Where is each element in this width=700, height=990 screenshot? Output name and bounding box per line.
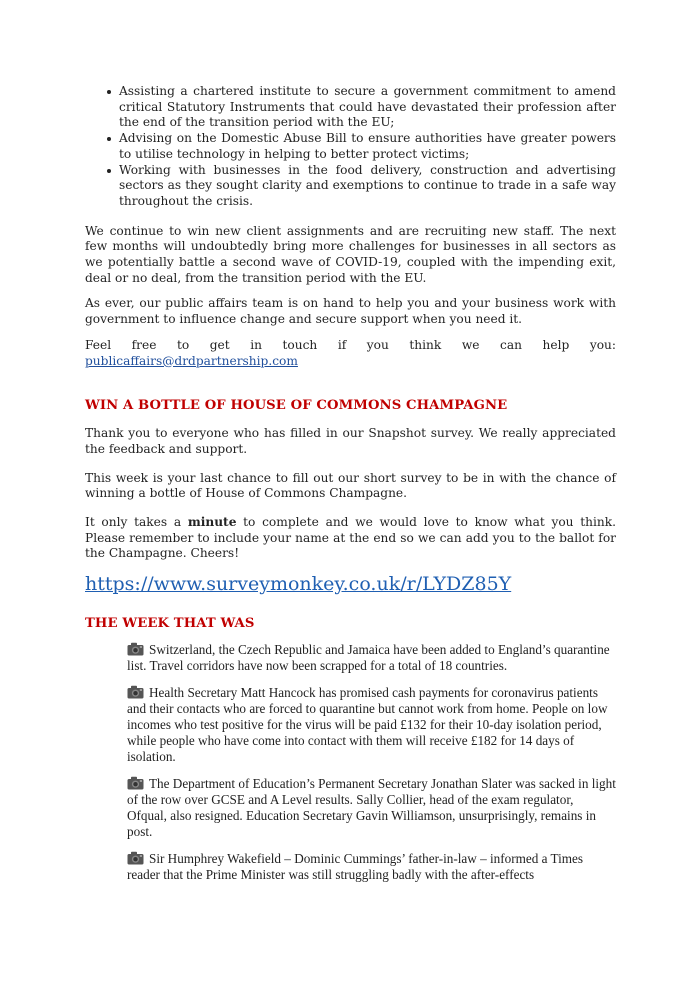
paragraph-team: As ever, our public affairs team is on hand to help you and your business work with government to influence change and secure support when you need it. (85, 296, 616, 327)
list-item (127, 685, 616, 765)
champagne-heading: WIN A BOTTLE OF HOUSE OF COMMONS CHAMPAGNE (85, 398, 508, 414)
camera-icon (127, 776, 144, 790)
camera-icon (127, 642, 144, 656)
list-item (127, 776, 616, 840)
news-text: Switzerland, the Czech Republic and Jamaica have been added to England’s quarantine list. Travel corridors have now been scrapped for a total of 18 countries. (127, 642, 610, 674)
list-item (85, 84, 616, 131)
bullet-dot (107, 169, 111, 173)
text-span: to complete and we would love to know what you think. Please remember to include your name at the end so we can add you to the ballot for the Champagne. Cheers! (85, 515, 616, 561)
list-item-text: Advising on the Domestic Abuse Bill to ensure authorities have greater powers to utilise technology in helping to better protect victims; (119, 131, 616, 161)
contact-text: Feel free to get in touch if you think we can help you: (85, 337, 616, 352)
list-item (85, 163, 616, 210)
paragraph-last-chance: This week is your last chance to fill out our short survey to be in with the chance of winning a bottle of House of Commons Champagne. (85, 470, 616, 501)
survey-link[interactable]: https://www.surveymonkey.co.uk/r/LYDZ85Y (85, 573, 512, 596)
camera-icon (127, 851, 144, 865)
bullet-dot (107, 90, 111, 94)
list-item (127, 851, 616, 883)
paragraph-thanks: Thank you to everyone who has filled in our Snapshot survey. We really appreciated the feedback and support. (85, 426, 616, 456)
list-item-text: Working with businesses in the food delivery, construction and advertising sectors as they sought clarity and exemptions to continue to trade in a safe way throughout the crisis. (119, 162, 616, 208)
document-page (85, 84, 616, 894)
news-text: Health Secretary Matt Hancock has promised cash payments for coronavirus patients and their contacts who are forced to quarantine but cannot work from home. People on low incomes who test positive for the virus will be paid £132 for their 10-day isolation period, while people who have come into contact with them will receive £182 for 14 days of isolation. (127, 685, 608, 765)
list-item (85, 131, 616, 162)
camera-icon (127, 685, 144, 699)
survey-link-row (85, 572, 616, 596)
achievements-list (85, 84, 616, 210)
news-list (127, 642, 616, 883)
email-link[interactable]: publicaffairs@drdpartnership.com (85, 353, 298, 368)
paragraph-clients: We continue to win new client assignments and are recruiting new staff. The next few months will undoubtedly bring more challenges for businesses in all sectors as we potentially battle a second wave of COVID-19, coupled with the impending exit, deal or no deal, from the transition period with the EU. (85, 223, 616, 285)
text-span: It only takes a (85, 515, 188, 530)
news-text: Sir Humphrey Wakefield – Dominic Cummings’ father-in-law – informed a Times reader that the Prime Minister was still struggling badly with the after-effects (127, 851, 584, 883)
list-item (127, 642, 616, 674)
list-item-text: Assisting a chartered institute to secure a government commitment to amend critical Statutory Instruments that could have devastated their profession after the end of the transition period with the EU; (119, 84, 616, 130)
contact-line (85, 338, 616, 369)
bullet-dot (107, 137, 111, 141)
paragraph-only-takes (85, 515, 616, 562)
news-text: The Department of Education’s Permanent Secretary Jonathan Slater was sacked in light of the row over GCSE and A Level results. Sally Collier, head of the exam regulator, Ofqual, also resigned. Education Secretary Gavin Williamson, unsurprisingly, remains in post. (127, 776, 616, 840)
week-heading: THE WEEK THAT WAS (85, 616, 255, 632)
bold-word: minute (187, 515, 237, 530)
